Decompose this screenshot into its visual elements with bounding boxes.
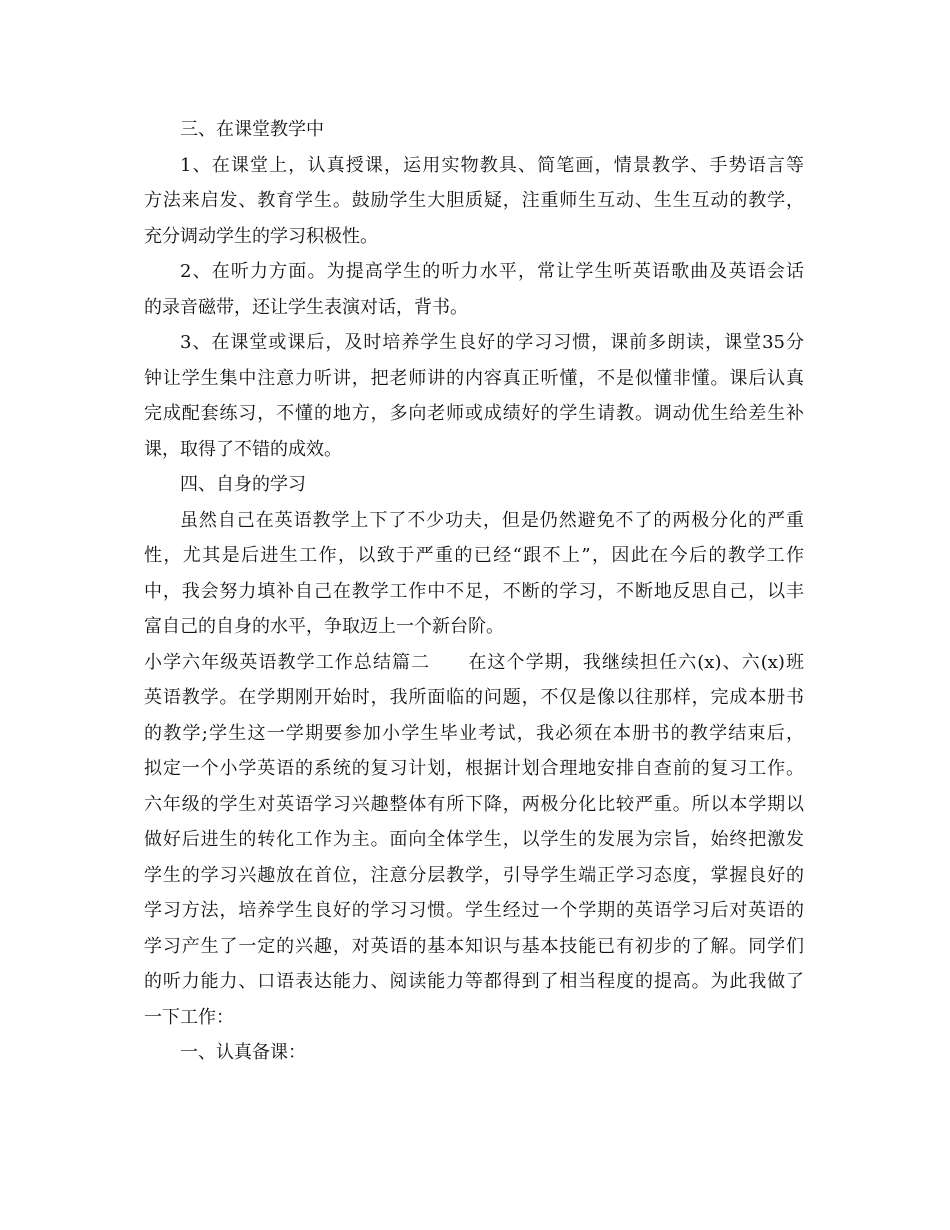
- paragraph-line: 学习产生了一定的兴趣，对英语的基本知识与基本技能已有初步的了解。同学们: [144, 935, 804, 957]
- paragraph-line: 1、在课堂上，认真授课，运用实物教具、简笔画，情景教学、手势语言等: [180, 154, 804, 176]
- paragraph-line: 富自己的自身的水平，争取迈上一个新台阶。: [144, 616, 504, 637]
- paragraph-line: 的听力能力、口语表达能力、阅读能力等都得到了相当程度的提高。为此我做了: [144, 971, 804, 992]
- paragraph-line: 六年级的学生对英语学习兴趣整体有所下降，两极分化比较严重。所以本学期以: [144, 793, 804, 815]
- paragraph-line: 的录音磁带，还让学生表演对话，背书。: [144, 296, 468, 318]
- section-heading-self-study: 四、自身的学习: [180, 474, 306, 495]
- paragraph-line: 性，尤其是后进生工作，以致于严重的已经“跟不上”，因此在今后的教学工作: [144, 545, 804, 566]
- paragraph-line: 学生的学习兴趣放在首位，注意分层教学，引导学生端正学习态度，掌握良好的: [144, 864, 804, 886]
- section-heading-classroom: 三、在课堂教学中: [180, 119, 324, 140]
- paragraph-line: 中，我会努力填补自己在教学工作中不足，不断的学习，不断地反思自己，以丰: [144, 580, 804, 602]
- paragraph-line: 英语教学。在学期刚开始时，我所面临的问题，不仅是像以往那样，完成本册书: [144, 687, 804, 708]
- paragraph-line: 虽然自己在英语教学上下了不少功夫，但是仍然避免不了的两极分化的严重: [180, 509, 804, 531]
- paragraph-line: 完成配套练习，不懂的地方，多向老师或成绩好的学生请教。调动优生给差生补: [144, 403, 804, 424]
- article-title-line: 小学六年级英语教学工作总结篇二 在这个学期，我继续担任六(x)、六(x)班: [144, 651, 804, 673]
- paragraph-line: 2、在听力方面。为提高学生的听力水平，常让学生听英语歌曲及英语会话: [180, 261, 804, 282]
- paragraph-line: 的教学;学生这一学期要参加小学生毕业考试，我必须在本册书的教学结束后，: [144, 722, 804, 744]
- paragraph-line: 做好后进生的转化工作为主。面向全体学生，以学生的发展为宗旨，始终把激发: [144, 829, 804, 850]
- paragraph-line: 拟定一个小学英语的系统的复习计划，根据计划合理地安排自查前的复习工作。: [144, 758, 804, 779]
- paragraph-line: 方法来启发、教育学生。鼓励学生大胆质疑，注重师生互动、生生互动的教学，: [144, 190, 804, 211]
- paragraph-line: 3、在课堂或课后，及时培养学生良好的学习习惯，课前多朗读，课堂35分: [180, 332, 804, 353]
- paragraph-line: 课，取得了不错的成效。: [144, 438, 342, 460]
- paragraph-line: 钟让学生集中注意力听讲，把老师讲的内容真正听懂，不是似懂非懂。课后认真: [144, 367, 804, 389]
- paragraph-line: 充分调动学生的学习积极性。: [144, 225, 378, 247]
- paragraph-line: 一下工作：: [144, 1006, 234, 1028]
- document-body: [144, 112, 804, 1071]
- section-heading-preparation: 一、认真备课：: [180, 1042, 306, 1063]
- paragraph-line: 学习方法，培养学生良好的学习习惯。学生经过一个学期的英语学习后对英语的: [144, 900, 804, 921]
